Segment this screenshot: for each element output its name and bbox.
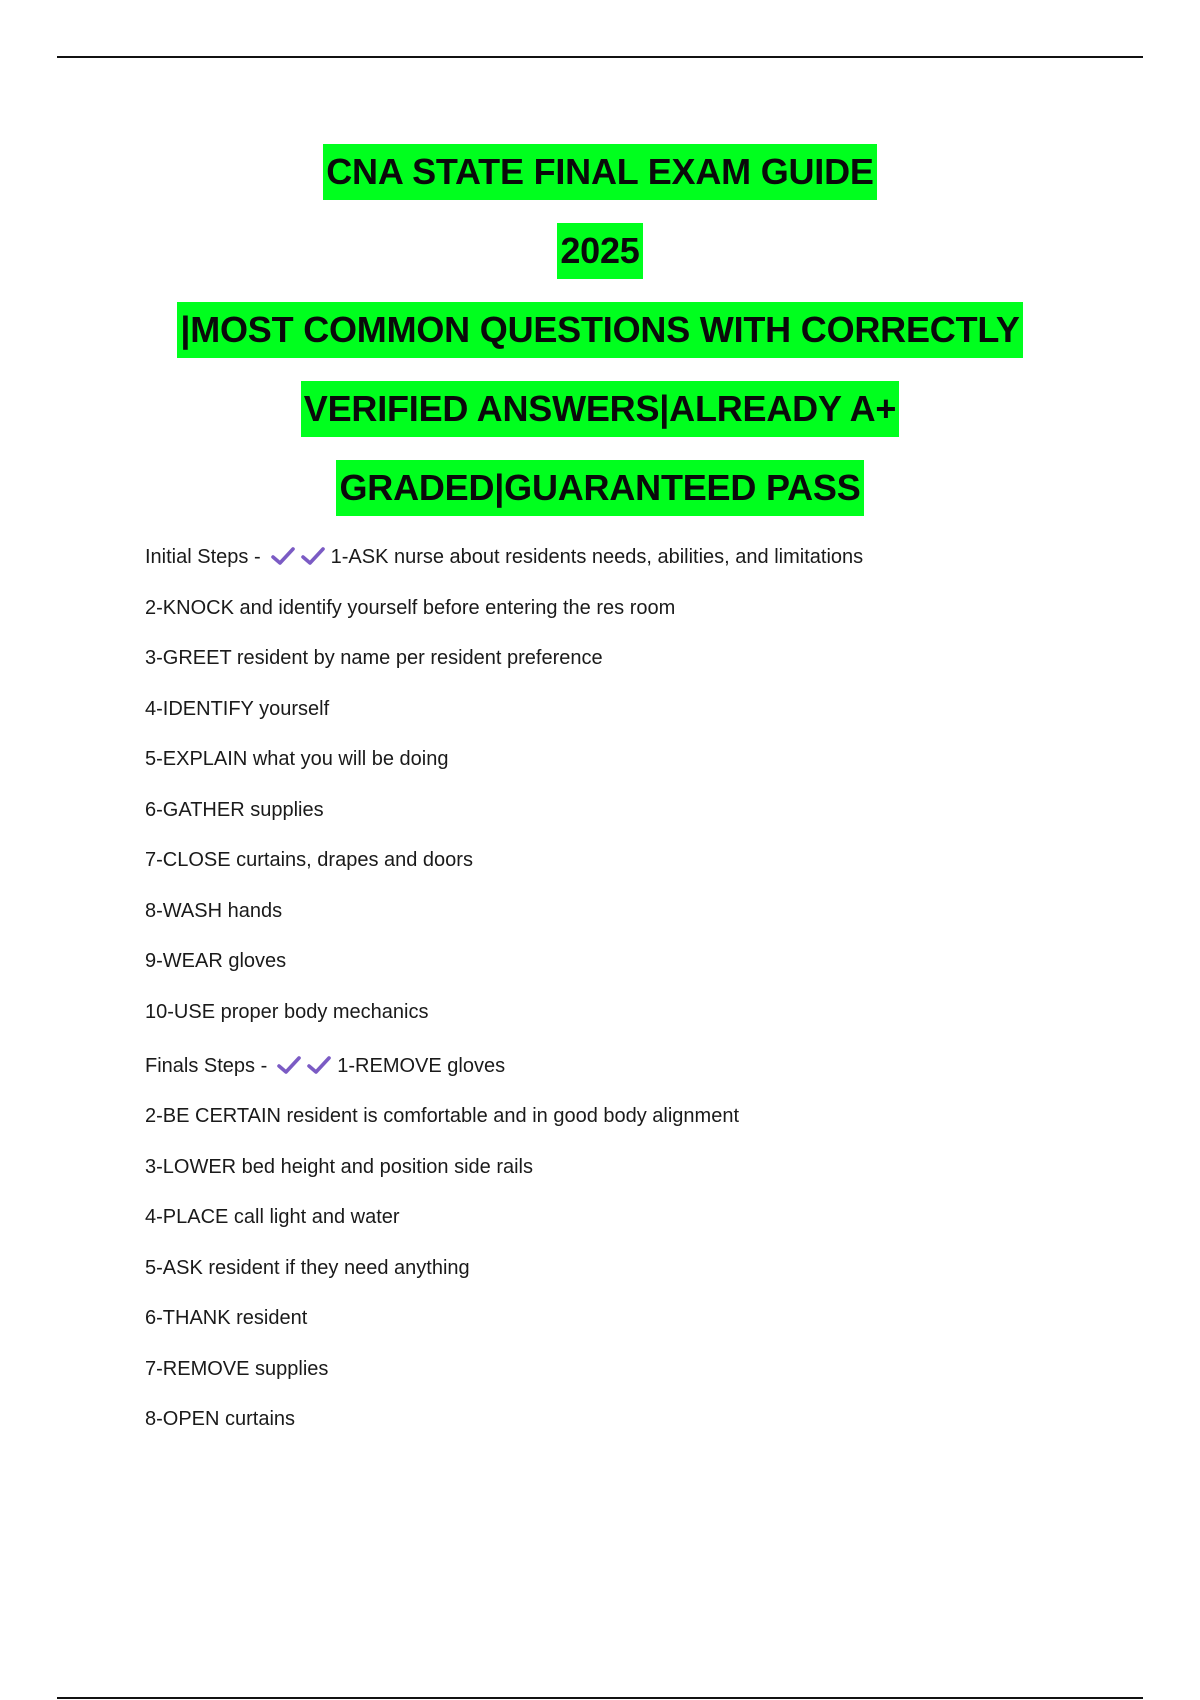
list-item: 2-BE CERTAIN resident is comfortable and in good body alignment bbox=[145, 1105, 740, 1127]
check-icon bbox=[277, 1055, 301, 1075]
list-item: 7-CLOSE curtains, drapes and doors bbox=[145, 849, 473, 871]
final-steps-heading bbox=[145, 1054, 1145, 1105]
steps-content bbox=[145, 545, 1145, 1458]
document-title bbox=[0, 140, 1200, 535]
bottom-rule bbox=[57, 1697, 1143, 1699]
list-item: 3-LOWER bed height and position side rails bbox=[145, 1155, 533, 1178]
list-item: 5-ASK resident if they need anything bbox=[145, 1256, 470, 1279]
final-steps-label: Finals Steps - bbox=[145, 1054, 268, 1077]
list-item: 7-REMOVE supplies bbox=[145, 1357, 329, 1380]
list-item: 3-GREET resident by name per resident preference bbox=[145, 647, 603, 669]
list-item: 8-OPEN curtains bbox=[145, 1408, 296, 1430]
title-line-1: CNA STATE FINAL EXAM GUIDE bbox=[0, 140, 1200, 219]
checkmarks bbox=[271, 545, 331, 570]
checkmarks bbox=[277, 1054, 337, 1079]
list-item: 10-USE proper body mechanics bbox=[145, 1000, 429, 1023]
list-item: 6-GATHER supplies bbox=[145, 798, 324, 821]
list-item: 4-PLACE call light and water bbox=[145, 1206, 400, 1228]
check-icon bbox=[271, 546, 295, 566]
list-item: 8-WASH hands bbox=[145, 899, 283, 922]
title-line-2: 2025 bbox=[0, 219, 1200, 298]
final-step-1: 1-REMOVE gloves bbox=[337, 1054, 506, 1077]
list-item: 9-WEAR gloves bbox=[145, 950, 287, 972]
title-line-5: GRADED|GUARANTEED PASS bbox=[0, 456, 1200, 535]
list-item: 6-THANK resident bbox=[145, 1307, 308, 1329]
list-item: 2-KNOCK and identify yourself before entering the res room bbox=[145, 596, 676, 619]
list-item: 5-EXPLAIN what you will be doing bbox=[145, 748, 449, 770]
list-item: 4-IDENTIFY yourself bbox=[145, 697, 330, 720]
top-rule bbox=[57, 56, 1143, 58]
initial-step-1: 1-ASK nurse about residents needs, abilities, and limitations bbox=[330, 546, 864, 568]
title-line-4: VERIFIED ANSWERS|ALREADY A+ bbox=[0, 377, 1200, 456]
initial-steps-heading bbox=[145, 545, 1145, 596]
title-line-3: |MOST COMMON QUESTIONS WITH CORRECTLY bbox=[0, 298, 1200, 377]
initial-steps-label: Initial Steps - bbox=[145, 546, 261, 568]
check-icon bbox=[307, 1055, 331, 1075]
check-icon bbox=[301, 546, 325, 566]
